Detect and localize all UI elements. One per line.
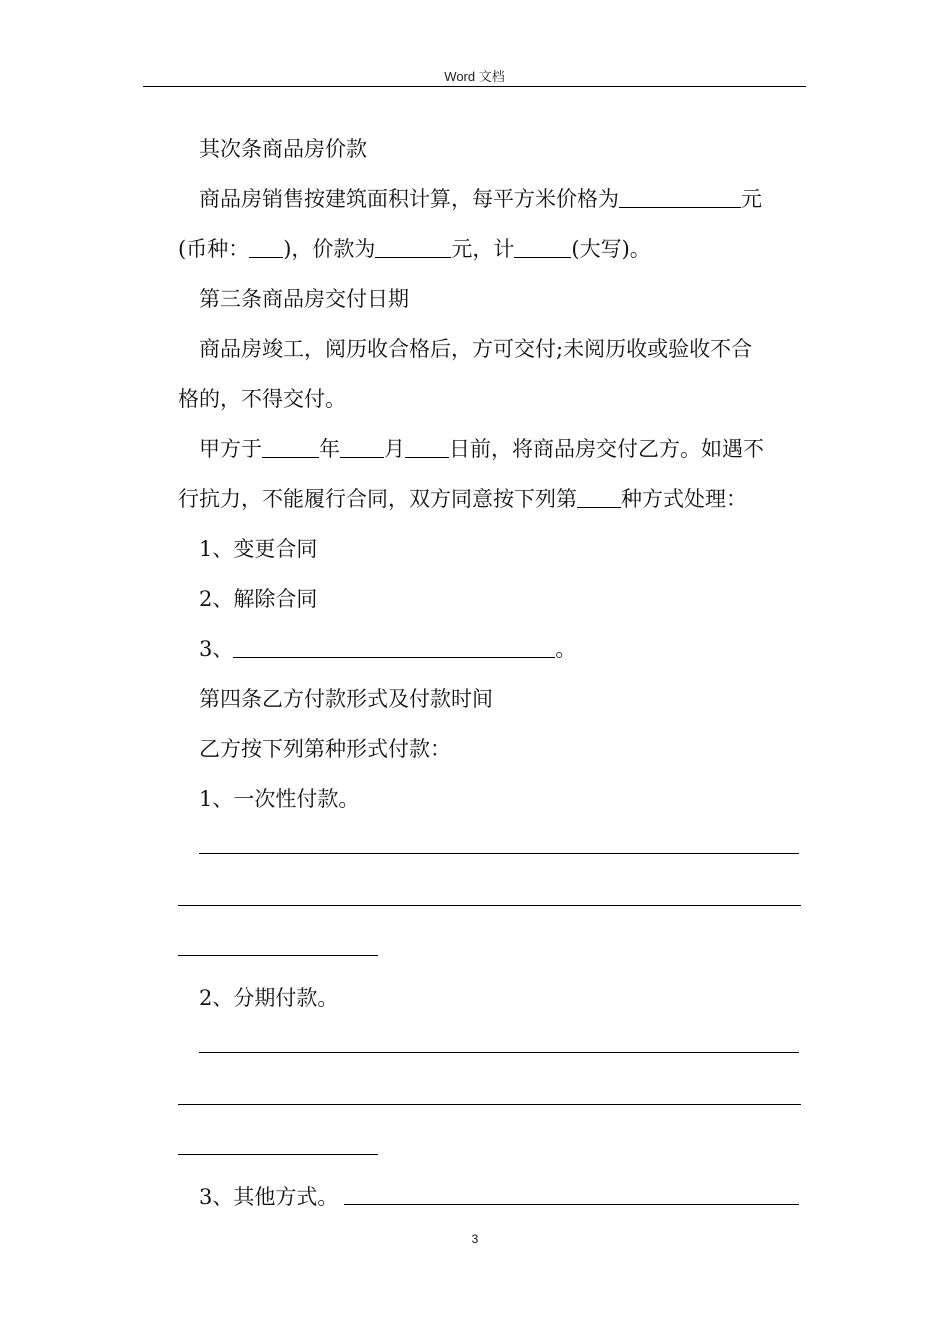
price-unit: 元 (741, 187, 762, 211)
payment-option-2-text: 2、分期付款。 (199, 986, 339, 1010)
day-blank[interactable] (405, 437, 449, 458)
option-3-end: 。 (555, 637, 577, 661)
payment-1-blank-line-2[interactable] (178, 905, 801, 906)
option-3-label: 3、 (199, 637, 234, 661)
option-number-blank[interactable] (577, 487, 621, 508)
total-price-blank[interactable] (375, 237, 451, 258)
option-2-text: 2、解除合同 (199, 587, 318, 611)
page-header: Word 文档 (444, 69, 505, 84)
article-3-heading-text: 第三条商品房交付日期 (199, 287, 409, 311)
article-4-heading (178, 685, 802, 713)
payment-2-blank-line-3[interactable] (178, 1154, 378, 1155)
payment-option-3 (178, 1183, 802, 1211)
payment-3-blank[interactable] (344, 1204, 799, 1205)
page-number: 3 (471, 1232, 479, 1246)
uppercase-label: (大写)。 (571, 237, 651, 261)
payment-option-1 (178, 785, 802, 813)
amount-label: 元，计 (451, 237, 515, 261)
year-label: 年 (319, 437, 340, 461)
payment-option-2 (178, 984, 802, 1012)
price-text: 商品房销售按建筑面积计算，每平方米价格为 (199, 187, 619, 211)
month-label: 月 (384, 437, 405, 461)
payment-option-1-text: 1、一次性付款。 (199, 787, 360, 811)
option-1 (178, 535, 802, 563)
year-blank[interactable] (262, 437, 319, 458)
delivery-paragraph-cont (178, 385, 802, 413)
day-label: 日前，将商品房交付乙方。如遇不 (449, 437, 764, 461)
force-majeure-text: 行抗力，不能履行合同，双方同意按下列第 (178, 487, 577, 511)
payment-2-blank-line-2[interactable] (178, 1104, 801, 1105)
party-a-label: 甲方于 (199, 437, 262, 461)
option-2 (178, 585, 802, 613)
payment-intro (178, 735, 802, 763)
option-3 (178, 635, 802, 663)
delivery-text: 商品房竣工，阅历收合格后，方可交付;未阅历收或验收不合 (199, 337, 753, 361)
payment-2-blank-line-1[interactable] (199, 1052, 799, 1053)
force-majeure-paragraph (178, 485, 802, 513)
payment-1-blank-line-3[interactable] (178, 955, 378, 956)
payment-intro-text: 乙方按下列第种形式付款： (199, 737, 451, 761)
article-3-heading (178, 285, 802, 313)
delivery-date-paragraph (178, 435, 802, 463)
total-label: )，价款为 (283, 237, 376, 261)
article-2-heading-text: 其次条商品房价款 (199, 137, 367, 161)
month-blank[interactable] (340, 437, 384, 458)
option-3-blank[interactable] (233, 637, 555, 658)
force-majeure-text-end: 种方式处理： (621, 487, 747, 511)
delivery-text-cont: 格的，不得交付。 (178, 387, 346, 411)
payment-1-blank-line-1[interactable] (199, 853, 799, 854)
article-2-heading (178, 135, 802, 163)
unit-price-blank[interactable] (619, 187, 741, 208)
header-rule (143, 86, 806, 87)
amount-uppercase-blank[interactable] (514, 237, 571, 258)
option-1-text: 1、变更合同 (199, 537, 318, 561)
price-paragraph-cont (178, 235, 802, 263)
payment-option-3-text: 3、其他方式。 (199, 1185, 339, 1209)
delivery-paragraph (178, 335, 802, 363)
currency-blank[interactable] (249, 237, 283, 258)
price-paragraph (178, 185, 802, 213)
article-4-heading-text: 第四条乙方付款形式及付款时间 (199, 687, 493, 711)
currency-label: (币种： (178, 237, 250, 261)
